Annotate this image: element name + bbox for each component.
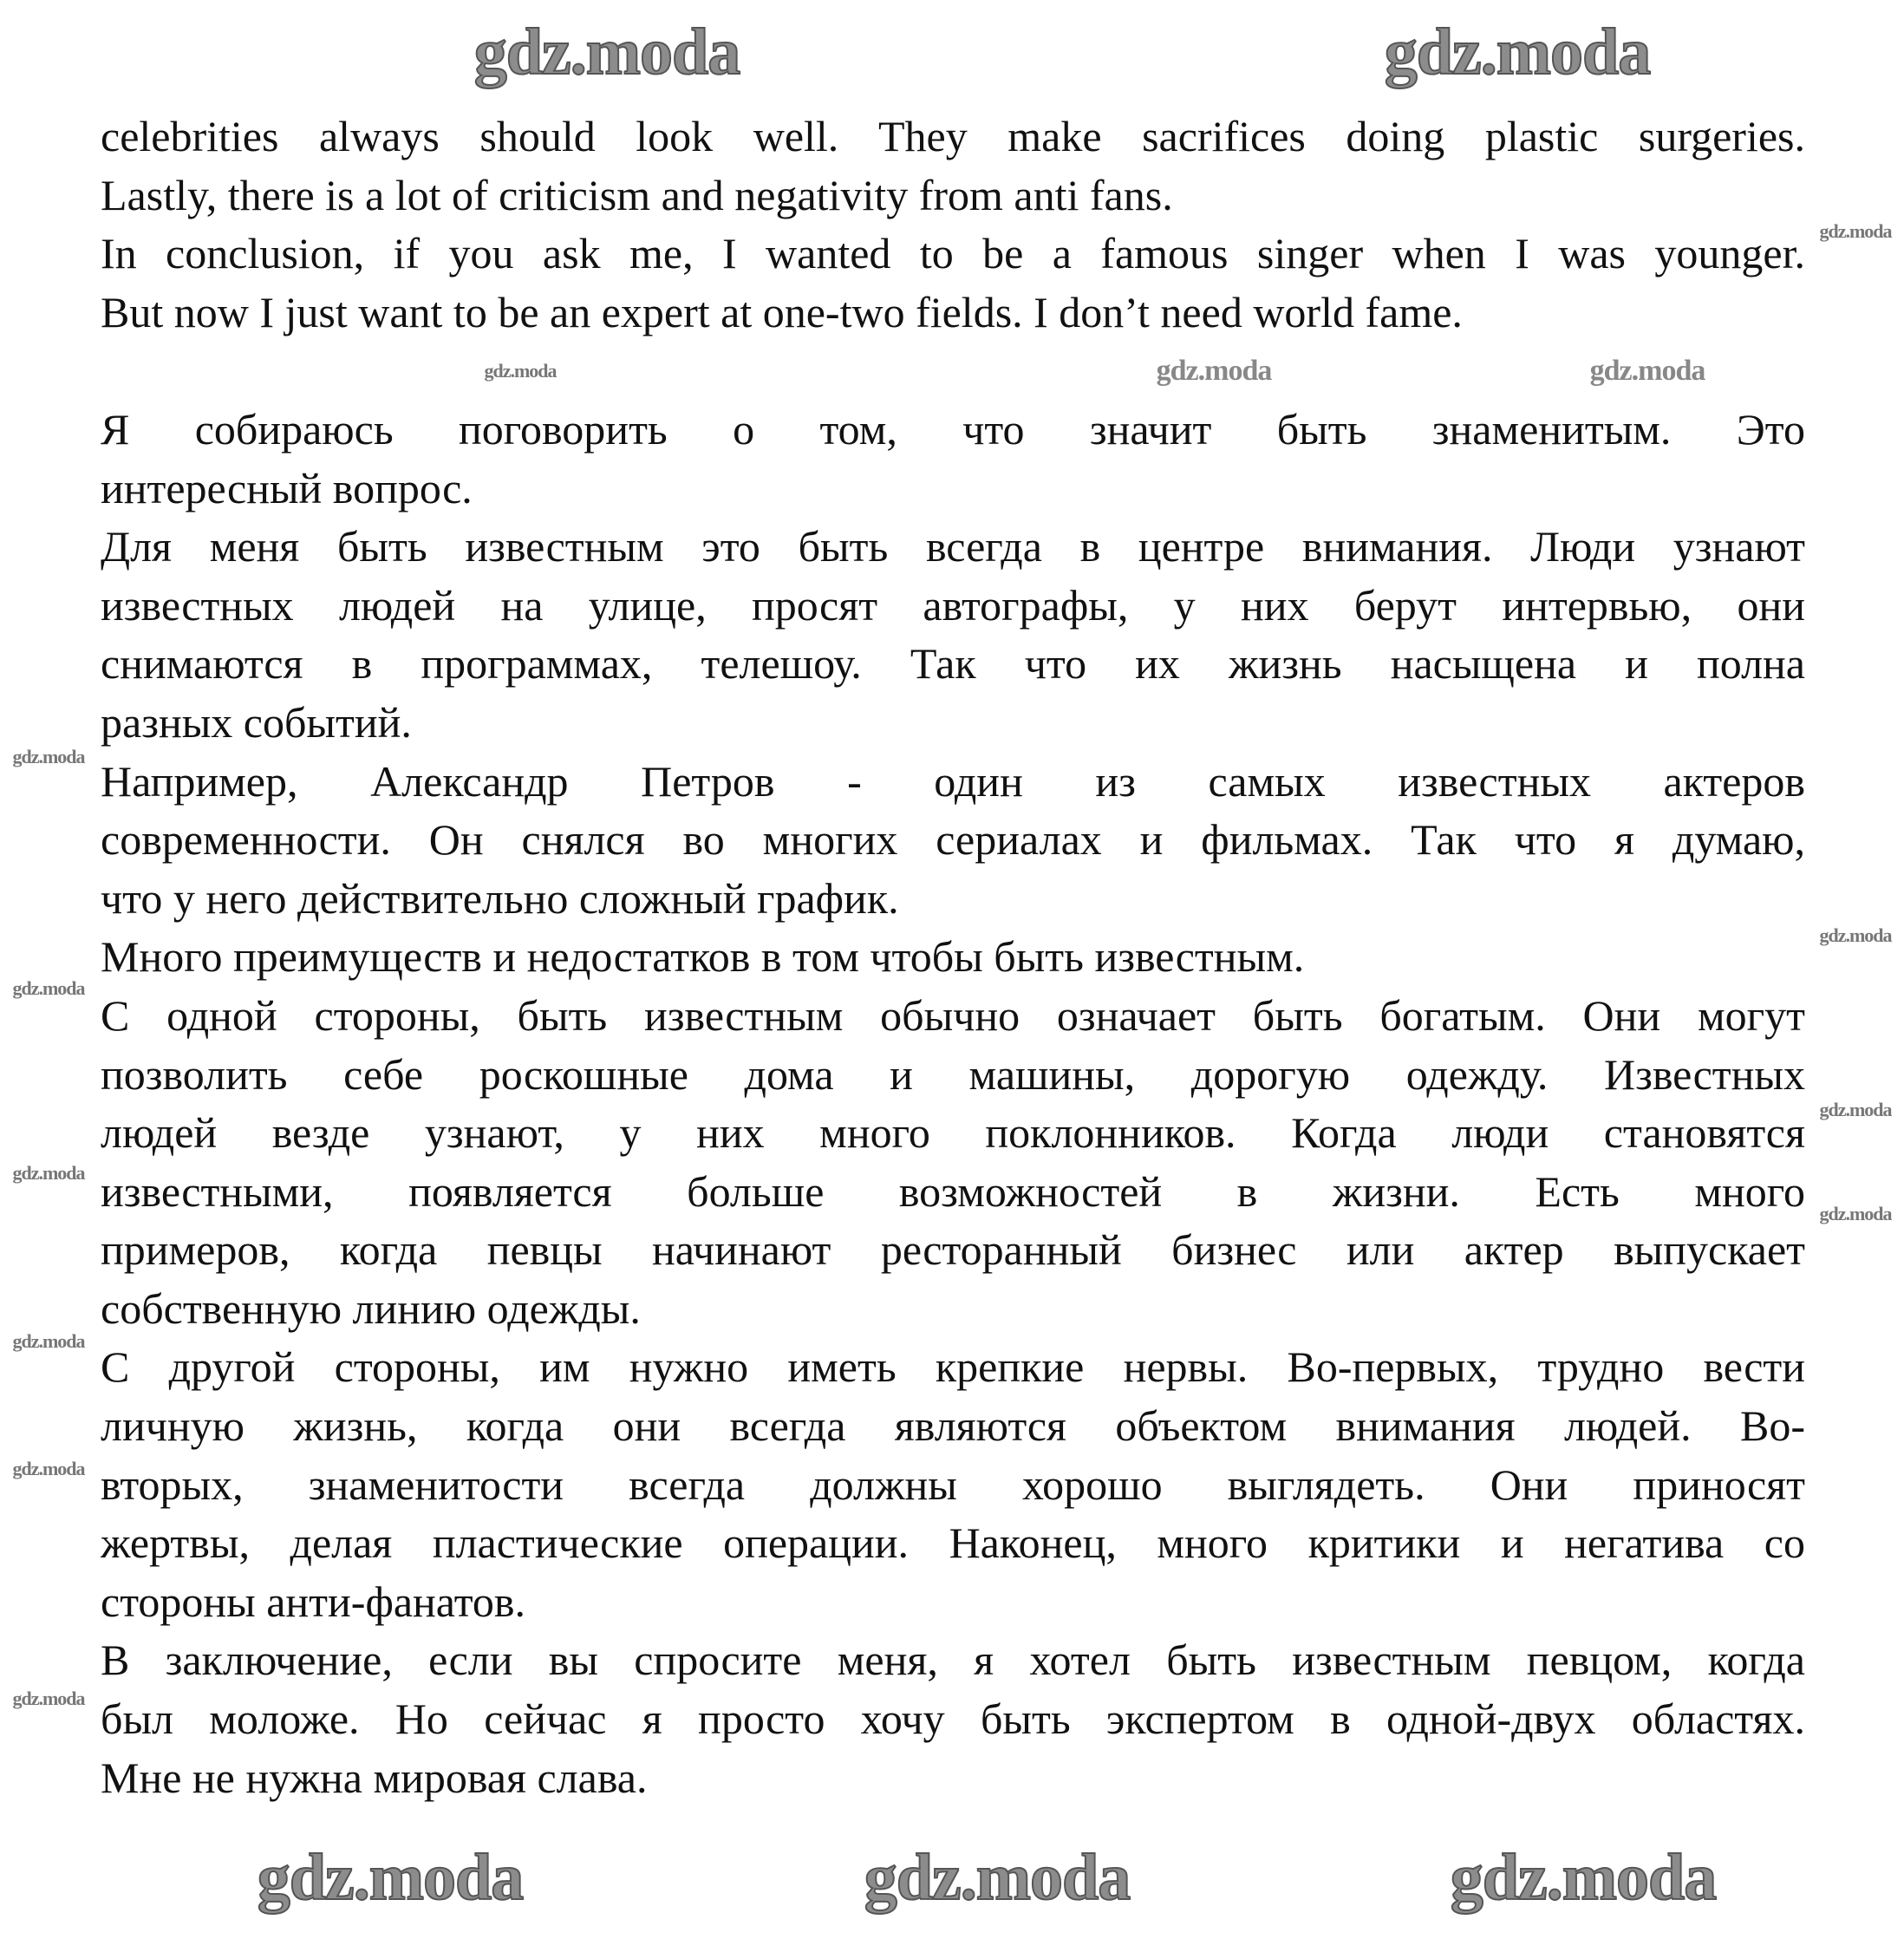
watermark: gdz.moda <box>484 360 557 382</box>
text-line: Мне не нужна мировая слава. <box>101 1753 648 1802</box>
text-line: примеров, когда певцы начинают ресторанный бизнес или актер выпускает <box>101 1225 1805 1275</box>
text-line: известными, появляется больше возможностей в жизни. Есть много <box>101 1166 1805 1216</box>
text-line: был моложе. Но сейчас я просто хочу быть экспертом в одной-двух областях. <box>101 1694 1805 1744</box>
watermark: gdz.moda <box>1819 220 1892 242</box>
watermark: gdz.moda <box>12 1688 85 1709</box>
text-line: собственную линию одежды. <box>101 1283 641 1333</box>
text-line: Для меня быть известным это быть всегда в центре внимания. Люди узнают <box>101 522 1805 571</box>
text-line: But now I just want to be an expert at one-two fields. I don’t need world fame. <box>101 287 1463 336</box>
text-line: людей везде узнают, у них много поклонников. Когда люди становятся <box>101 1108 1805 1158</box>
blank-line <box>101 342 1805 401</box>
text-line: В заключение, если вы спросите меня, я хотел быть известным певцом, когда <box>101 1635 1805 1685</box>
text-line: Lastly, there is a lot of criticism and negativity from anti fans. <box>101 170 1173 219</box>
watermark: gdz.moda <box>12 1162 85 1184</box>
text-line: снимаются в программах, телешоу. Так что их жизнь насыщена и полна <box>101 639 1805 689</box>
text-line: современности. Он снялся во многих сериалах и фильмах. Так что я думаю, <box>101 815 1805 865</box>
watermark: gdz.moda <box>1384 16 1651 88</box>
text-line: Например, Александр Петров - один из самых известных актеров <box>101 756 1805 806</box>
watermark: gdz.moda <box>1156 355 1272 387</box>
text-line: интересный вопрос. <box>101 463 473 512</box>
text-line: личную жизнь, когда они всегда являются объектом внимания людей. Во- <box>101 1401 1805 1451</box>
watermark: gdz.moda <box>1819 924 1892 946</box>
watermark: gdz.moda <box>864 1841 1131 1914</box>
text-line: позволить себе роскошные дома и машины, дорогую одежду. Известных <box>101 1049 1805 1099</box>
watermark: gdz.moda <box>1819 1203 1892 1224</box>
text-line: жертвы, делая пластические операции. Наконец, много критики и негатива со <box>101 1518 1805 1568</box>
watermark: gdz.moda <box>12 1330 85 1352</box>
text-line: известных людей на улице, просят автографы, у них берут интервью, они <box>101 580 1805 630</box>
text-line: Я собираюсь поговорить о том, что значит быть знаменитым. Это <box>101 404 1805 454</box>
text-line: celebrities always should look well. They make sacrifices doing plastic surgeries. <box>101 112 1805 160</box>
text-line: стороны анти-фанатов. <box>101 1577 525 1626</box>
text-line: С другой стороны, им нужно иметь крепкие нервы. Во-первых, трудно вести <box>101 1342 1805 1392</box>
watermark: gdz.moda <box>473 16 740 88</box>
watermark: gdz.moda <box>1589 355 1705 387</box>
document-text <box>101 108 1805 1807</box>
text-line: С одной стороны, быть известным обычно означает быть богатым. Они могут <box>101 990 1805 1040</box>
text-line: In conclusion, if you ask me, I wanted to be a famous singer when I was younger. <box>101 229 1805 278</box>
watermark: gdz.moda <box>12 1458 85 1479</box>
text-line: разных событий. <box>101 697 412 747</box>
text-line: вторых, знаменитости всегда должны хорошо выглядеть. Они приносят <box>101 1459 1805 1509</box>
watermark: gdz.moda <box>12 977 85 999</box>
watermark: gdz.moda <box>1450 1841 1717 1914</box>
watermark: gdz.moda <box>1819 1099 1892 1120</box>
text-line: Много преимуществ и недостатков в том чтобы быть известным. <box>101 932 1305 982</box>
text-line: что у него действительно сложный график. <box>101 873 899 923</box>
watermark: gdz.moda <box>257 1841 524 1914</box>
watermark: gdz.moda <box>12 746 85 767</box>
